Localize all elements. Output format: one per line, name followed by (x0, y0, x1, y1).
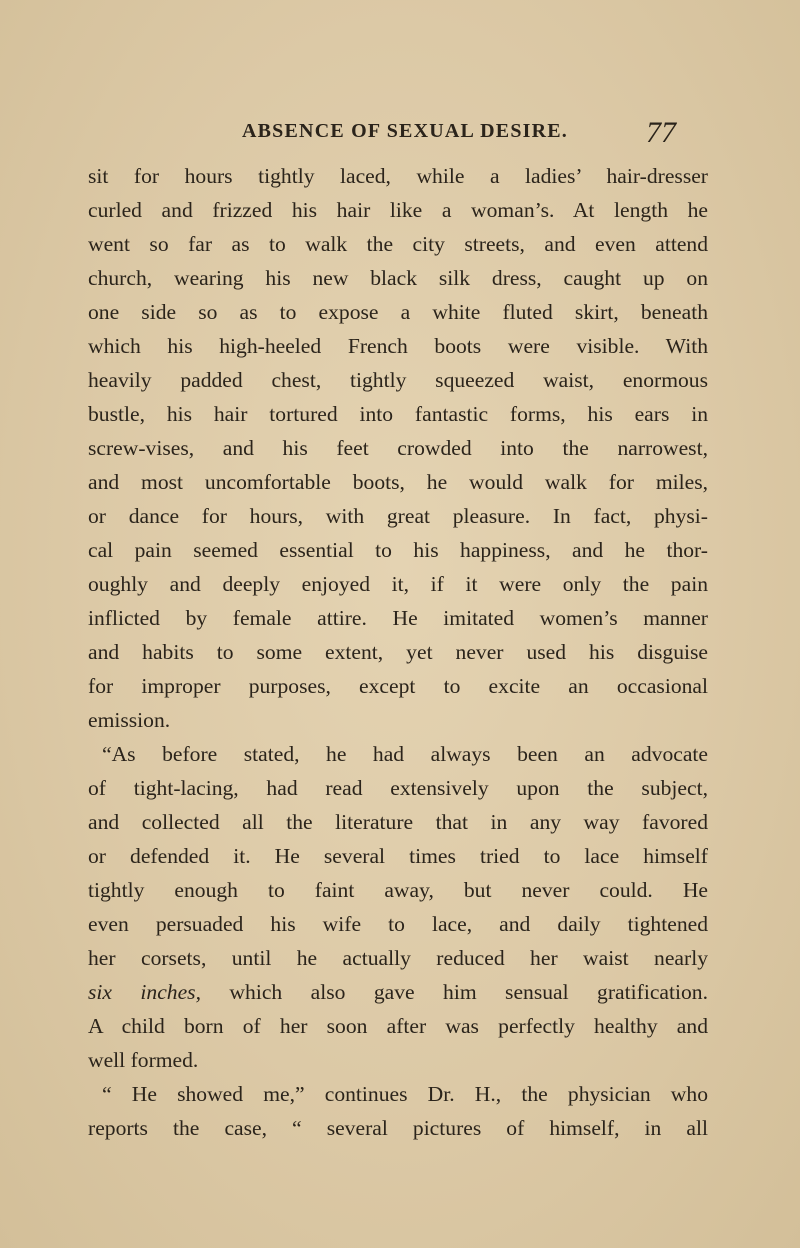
page-number: 77 (646, 116, 676, 149)
text-line: and collected all the literature that in any way favored (88, 810, 708, 834)
text-line: oughly and deeply enjoyed it, if it were only the pain (88, 572, 708, 596)
text-line-with-italic (88, 975, 708, 1009)
text-line: for improper purposes, except to excite an occasional (88, 674, 708, 698)
text-line: tightly enough to faint away, but never could. He (88, 878, 708, 902)
text-line: heavily padded chest, tightly squeezed waist, enormous (88, 368, 708, 392)
text-line: or defended it. He several times tried to lace himself (88, 844, 708, 868)
text-line: A child born of her soon after was perfectly healthy and (88, 1014, 708, 1038)
text-line: screw-vises, and his feet crowded into the narrowest, (88, 436, 708, 460)
text-line-rest: which also gave him sensual gratification. (229, 980, 708, 1004)
text-line: church, wearing his new black silk dress, caught up on (88, 266, 708, 290)
text-line: bustle, his hair tortured into fantastic forms, his ears in (88, 402, 708, 426)
text-line: went so far as to walk the city streets, and even attend (88, 232, 708, 256)
text-line: which his high-heeled French boots were visible. With (88, 334, 708, 358)
italic-phrase: six inches, (88, 980, 201, 1004)
text-line: and most uncomfortable boots, he would walk for miles, (88, 470, 708, 494)
text-line: reports the case, “ several pictures of himself, in all (88, 1116, 708, 1140)
text-line: curled and frizzed his hair like a woman’s. At length he (88, 198, 708, 222)
text-line: “ He showed me,” continues Dr. H., the physician who (102, 1082, 708, 1106)
text-line: inflicted by female attire. He imitated women’s manner (88, 606, 708, 630)
text-line: sit for hours tightly laced, while a ladies’ hair-dresser (88, 164, 708, 188)
running-head (88, 116, 712, 150)
text-line: her corsets, until he actually reduced her waist nearly (88, 946, 708, 970)
text-line: one side so as to expose a white fluted skirt, beneath (88, 300, 708, 324)
text-line: well formed. (88, 1048, 199, 1072)
text-line: emission. (88, 708, 171, 732)
body-text (88, 159, 708, 1145)
text-line: cal pain seemed essential to his happiness, and he thor- (88, 538, 708, 562)
text-line: and habits to some extent, yet never used his disguise (88, 640, 708, 664)
text-line: of tight-lacing, had read extensively upon the subject, (88, 776, 708, 800)
text-line: even persuaded his wife to lace, and daily tightened (88, 912, 708, 936)
text-line: “As before stated, he had always been an advocate (102, 742, 708, 766)
text-line: or dance for hours, with great pleasure. In fact, physi- (88, 504, 708, 528)
running-title: ABSENCE OF SEXUAL DESIRE. (242, 120, 569, 142)
